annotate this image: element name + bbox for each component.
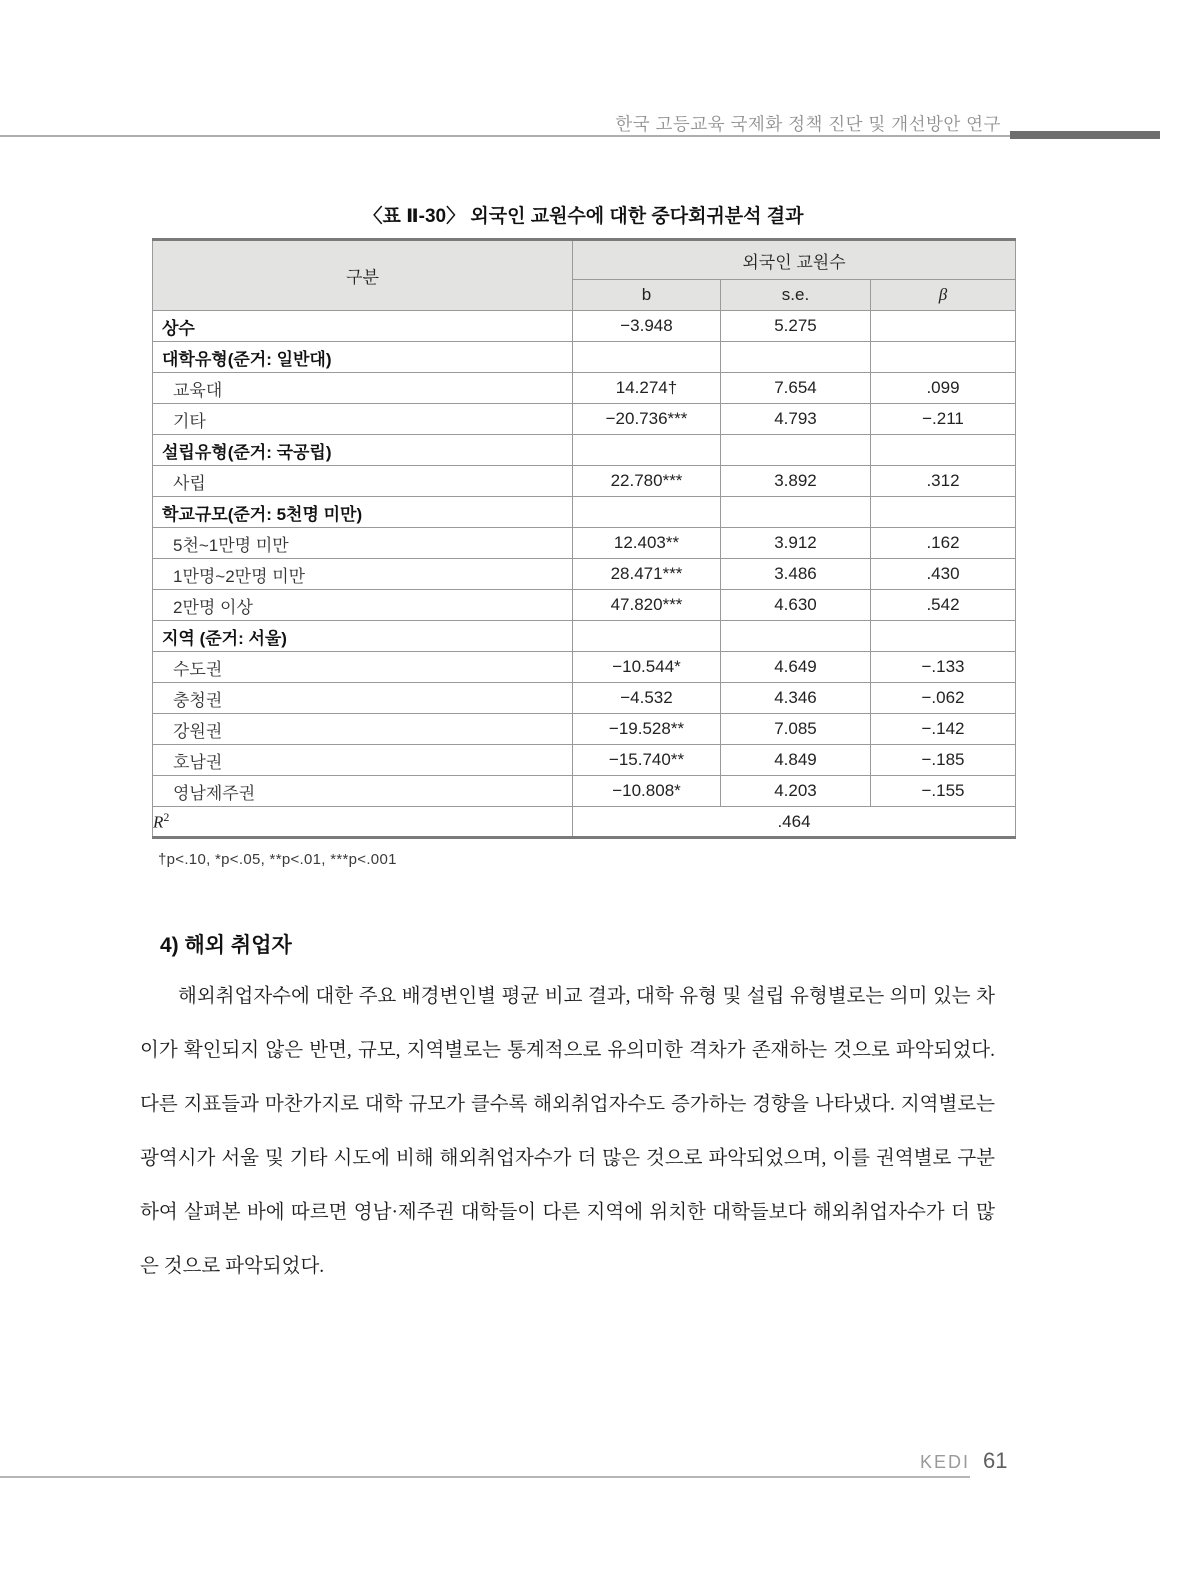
se-value-cell <box>721 621 871 652</box>
se-value-cell: 4.630 <box>721 590 871 621</box>
table-row <box>153 528 1016 559</box>
b-value-cell <box>573 621 721 652</box>
se-value-cell: 4.793 <box>721 404 871 435</box>
b-value-cell: −3.948 <box>573 311 721 342</box>
row-label-cell: 상수 <box>153 311 573 342</box>
r-squared-row <box>153 807 1016 838</box>
b-value-cell <box>573 342 721 373</box>
row-label-cell: 영남제주권 <box>153 776 573 807</box>
beta-value-cell: −.062 <box>871 683 1016 714</box>
regression-table <box>152 238 1015 839</box>
column-header-beta: β <box>871 280 1016 311</box>
beta-value-cell <box>871 497 1016 528</box>
b-value-cell: −15.740** <box>573 745 721 776</box>
b-value-cell: −10.544* <box>573 652 721 683</box>
table-row <box>153 590 1016 621</box>
beta-value-cell: −.185 <box>871 745 1016 776</box>
se-value-cell: 7.085 <box>721 714 871 745</box>
b-value-cell: 22.780*** <box>573 466 721 497</box>
se-value-cell: 4.649 <box>721 652 871 683</box>
row-label-cell: 수도권 <box>153 652 573 683</box>
se-value-cell: 4.203 <box>721 776 871 807</box>
table-row <box>153 404 1016 435</box>
footer-brand: KEDI <box>920 1452 971 1472</box>
beta-value-cell: .099 <box>871 373 1016 404</box>
b-value-cell: −19.528** <box>573 714 721 745</box>
row-label-cell: 충청권 <box>153 683 573 714</box>
beta-value-cell: −.155 <box>871 776 1016 807</box>
b-value-cell <box>573 497 721 528</box>
beta-value-cell: −.211 <box>871 404 1016 435</box>
se-value-cell: 4.346 <box>721 683 871 714</box>
table-row <box>153 559 1016 590</box>
row-label-cell: 교육대 <box>153 373 573 404</box>
row-label-cell: 대학유형(준거: 일반대) <box>153 342 573 373</box>
table-footnote: †p<.10, *p<.05, **p<.01, ***p<.001 <box>158 851 397 868</box>
beta-value-cell <box>871 342 1016 373</box>
r-exponent: 2 <box>163 810 170 825</box>
row-label-cell: 1만명~2만명 미만 <box>153 559 573 590</box>
table-row <box>153 373 1016 404</box>
table-row <box>153 776 1016 807</box>
beta-value-cell: −.133 <box>871 652 1016 683</box>
se-value-cell <box>721 497 871 528</box>
row-label-cell: 기타 <box>153 404 573 435</box>
beta-value-cell: −.142 <box>871 714 1016 745</box>
table-row <box>153 745 1016 776</box>
se-value-cell: 3.486 <box>721 559 871 590</box>
beta-value-cell <box>871 435 1016 466</box>
beta-value-cell: .162 <box>871 528 1016 559</box>
beta-value-cell <box>871 311 1016 342</box>
table-group-row <box>153 621 1016 652</box>
row-label-cell: 5천~1만명 미만 <box>153 528 573 559</box>
table-body <box>153 311 1016 807</box>
header-rule-thick <box>1010 131 1160 139</box>
table-caption: 〈표 Ⅱ-30〉 외국인 교원수에 대한 중다회귀분석 결과 <box>363 206 804 227</box>
row-label-cell: 호남권 <box>153 745 573 776</box>
beta-value-cell: .430 <box>871 559 1016 590</box>
column-header-se: s.e. <box>721 280 871 311</box>
se-value-cell: 4.849 <box>721 745 871 776</box>
header-rule-thin <box>0 135 1010 137</box>
column-group-header-cell: 외국인 교원수 <box>573 240 1016 280</box>
b-value-cell <box>573 435 721 466</box>
table-row <box>153 714 1016 745</box>
r-squared-value: .464 <box>573 807 1016 838</box>
table-row <box>153 652 1016 683</box>
b-value-cell: −10.808* <box>573 776 721 807</box>
footer-page-number: 61 <box>983 1448 1008 1473</box>
table-row <box>153 683 1016 714</box>
b-value-cell: 12.403** <box>573 528 721 559</box>
se-value-cell: 3.892 <box>721 466 871 497</box>
row-header-cell: 구분 <box>153 240 573 311</box>
row-label-cell: 2만명 이상 <box>153 590 573 621</box>
table-group-row <box>153 435 1016 466</box>
section-heading: 4) 해외 취업자 <box>160 934 292 957</box>
b-value-cell: −20.736*** <box>573 404 721 435</box>
table-header-row-1 <box>153 240 1016 280</box>
se-value-cell: 5.275 <box>721 311 871 342</box>
column-header-b: b <box>573 280 721 311</box>
table-row <box>153 311 1016 342</box>
body-paragraph: 해외취업자수에 대한 주요 배경변인별 평균 비교 결과, 대학 유형 및 설립 유형별로는 의미 있는 차이가 확인되지 않은 반면, 규모, 지역별로는 통계적으로 유의미한 격차가 존재하는 것으로 파악되었다. 다른 지표들과 마찬가지로 대학 규모가 클수록 해외취업자수도 증가하는 경향을 나타냈다. 지역별로는 광역시가 서울 및 기타 시도에 비해 해외취업자수가 더 많은 것으로 파악되었으며, 이를 권역별로 구분하여 살펴본 바에 따르면 영남·제주권 대학들이 다른 지역에 위치한 대학들보다 해외취업자수가 더 많은 것으로 파악되었다. <box>140 986 995 1277</box>
footer-rule <box>0 1476 970 1478</box>
running-header-title: 한국 고등교육 국제화 정책 진단 및 개선방안 연구 <box>615 114 1001 134</box>
r-symbol: R <box>153 812 164 832</box>
table-row <box>153 466 1016 497</box>
beta-value-cell: .312 <box>871 466 1016 497</box>
row-label-cell: 강원권 <box>153 714 573 745</box>
row-label-cell: 사립 <box>153 466 573 497</box>
b-value-cell: 28.471*** <box>573 559 721 590</box>
beta-value-cell <box>871 621 1016 652</box>
se-value-cell <box>721 342 871 373</box>
beta-value-cell: .542 <box>871 590 1016 621</box>
b-value-cell: −4.532 <box>573 683 721 714</box>
row-label-cell: 설립유형(준거: 국공립) <box>153 435 573 466</box>
b-value-cell: 14.274† <box>573 373 721 404</box>
b-value-cell: 47.820*** <box>573 590 721 621</box>
se-value-cell: 7.654 <box>721 373 871 404</box>
r-squared-label <box>153 807 573 838</box>
table-group-row <box>153 497 1016 528</box>
row-label-cell: 학교규모(준거: 5천명 미만) <box>153 497 573 528</box>
table-group-row <box>153 342 1016 373</box>
se-value-cell <box>721 435 871 466</box>
row-label-cell: 지역 (준거: 서울) <box>153 621 573 652</box>
se-value-cell: 3.912 <box>721 528 871 559</box>
